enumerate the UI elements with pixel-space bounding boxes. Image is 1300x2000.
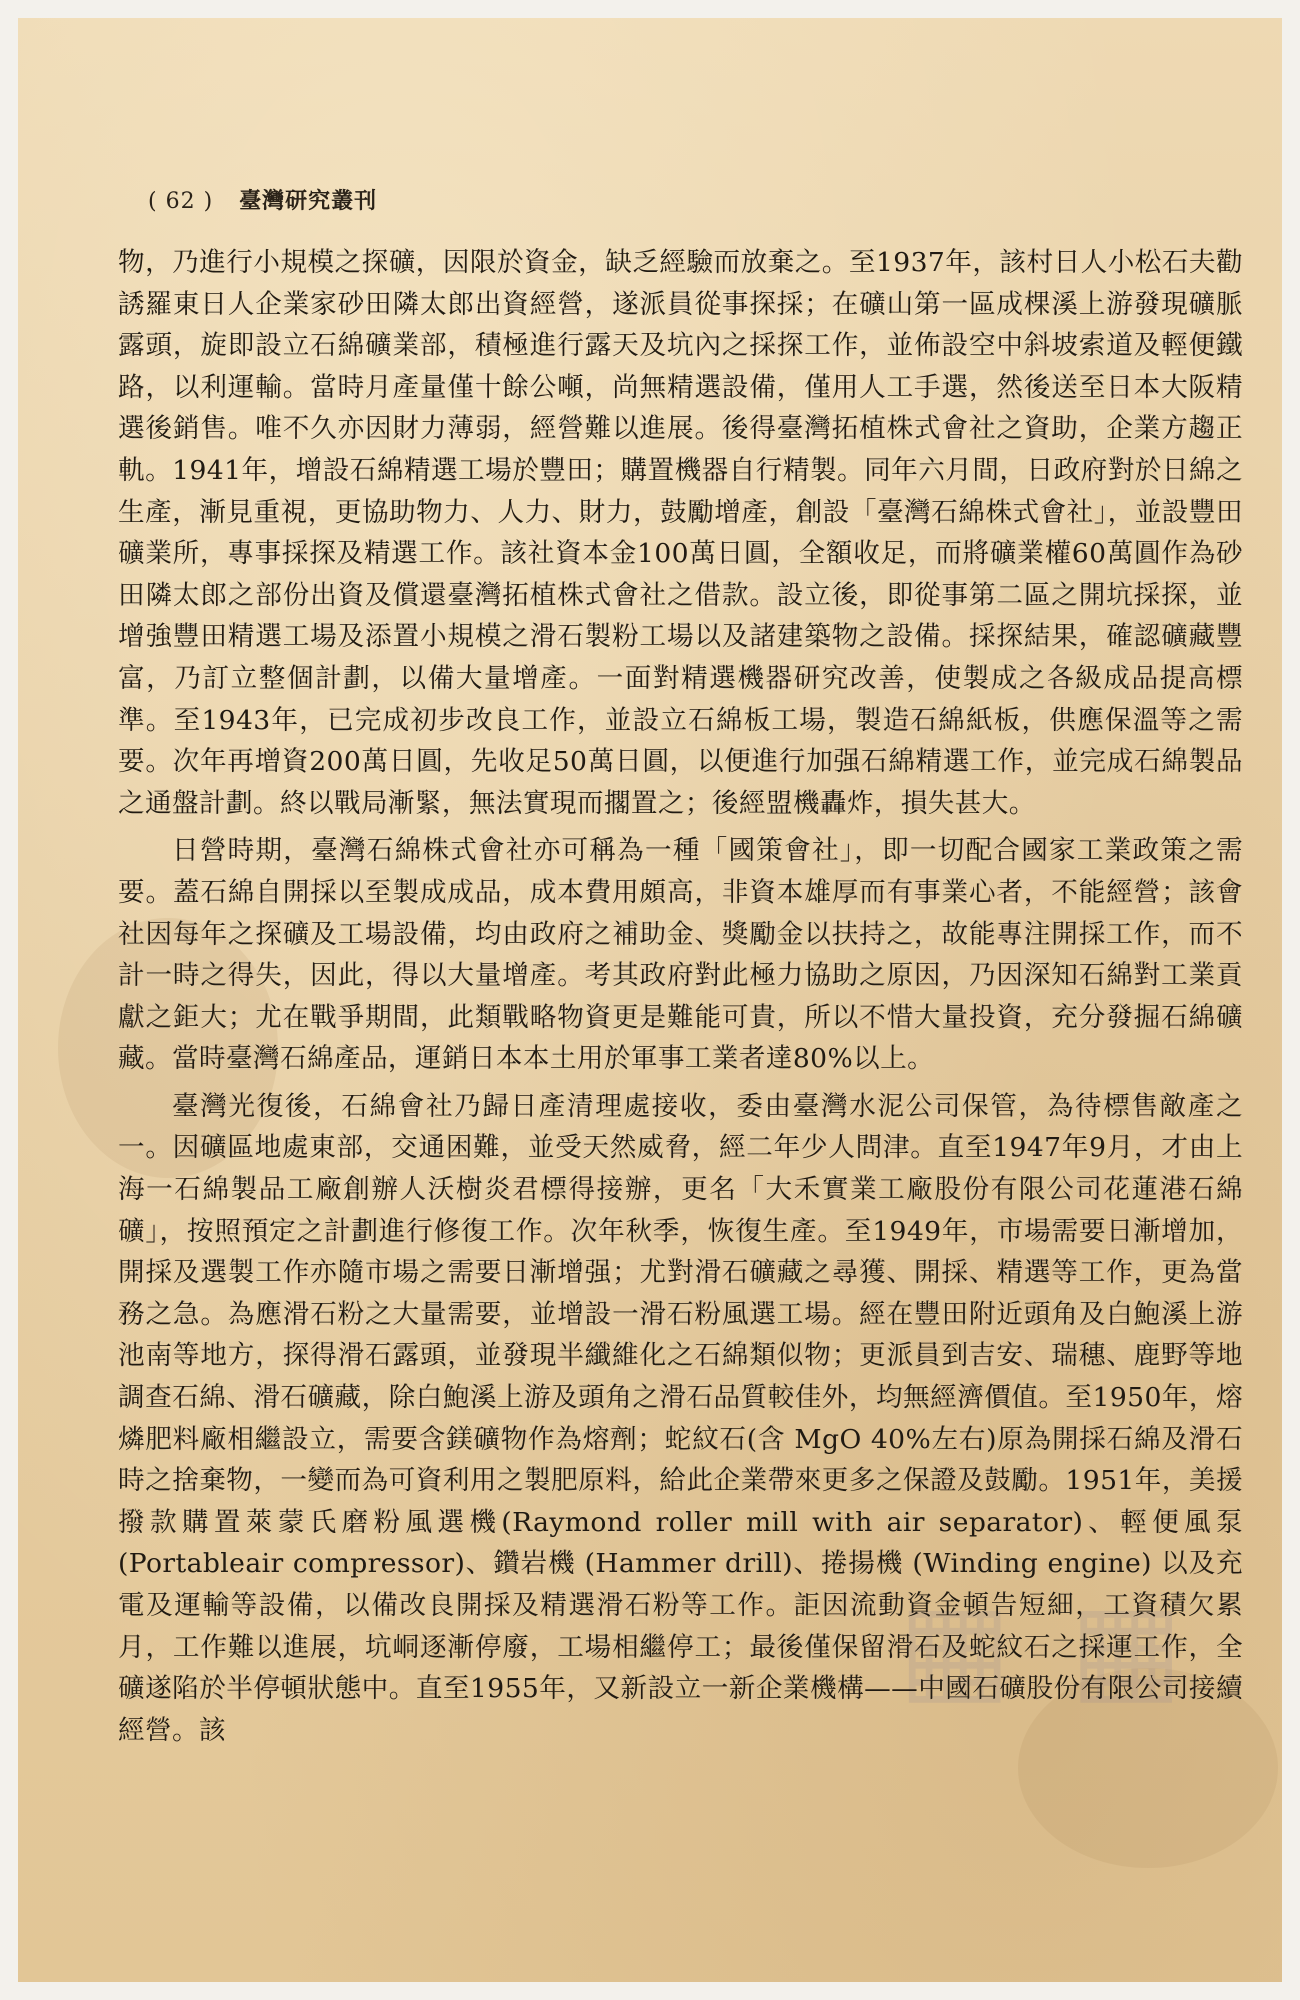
running-header xyxy=(148,184,377,215)
paragraph: 臺灣光復後，石綿會社乃歸日產清理處接收，委由臺灣水泥公司保管，為待標售敵產之一。因礦區地處東部，交通困難，並受天然威脅，經二年少人問津。直至1947年9月，才由上海一石綿製品工廠創辦人沃樹炎君標得接辦，更名「大禾實業工廠股份有限公司花蓮港石綿礦」，按照預定之計劃進行修復工作。次年秋季，恢復生產。至1949年，市場需要日漸增加，開採及選製工作亦隨市場之需要日漸增强；尤對滑石礦藏之尋獲、開採、精選等工作，更為當務之急。為應滑石粉之大量需要，並增設一滑石粉風選工場。經在豐田附近頭角及白鮑溪上游池南等地方，探得滑石露頭，並發現半纖維化之石綿類似物；更派員到吉安、瑞穗、鹿野等地調查石綿、滑石礦藏，除白鮑溪上游及頭角之滑石品質較佳外，均無經濟價值。至1950年，熔燐肥料廠相繼設立，需要含鎂礦物作為熔劑；蛇紋石(含 MgO 40%左右)原為開採石綿及滑石時之捨棄物，一變而為可資利用之製肥原料，給此企業帶來更多之保證及鼓勵。1951年，美援撥款購置萊蒙氏磨粉風選機(Raymond roller mill with air separator)、輕便風泵(Portableair compressor)、鑽岩機 (Hammer drill)、捲揚機 (Winding engine) 以及充電及運輸等設備，以備改良開採及精選滑石粉等工作。詎因流動資金頓告短細，工資積欠累月，工作難以進展，坑峒逐漸停廢，工場相繼停工；最後僅保留滑石及蛇紋石之採運工作，全礦遂陷於半停頓狀態中。直至1955年，又新設立一新企業機構——中國石礦股份有限公司接續經營。該 xyxy=(118,1090,1243,1746)
paragraph: 日營時期，臺灣石綿株式會社亦可稱為一種「國策會社」，即一切配合國家工業政策之需要。蓋石綿自開採以至製成成品，成本費用頗高，非資本雄厚而有事業心者，不能經營；該會社因每年之探礦及工場設備，均由政府之補助金、獎勵金以扶持之，故能專注開採工作，而不計一時之得失，因此，得以大量增產。考其政府對此極力協助之原因，乃因深知石綿對工業貢獻之鉅大；尤在戰爭期間，此類戰略物資更是難能可貴，所以不惜大量投資，充分發掘石綿礦藏。當時臺灣石綿產品，運銷日本本土用於軍事工業者達80%以上。 xyxy=(118,835,1243,1075)
watermark-stamp: ▦ ▦ xyxy=(898,1578,1193,1717)
page-number: ( 62 ) xyxy=(148,189,214,214)
journal-title: 臺灣研究叢刊 xyxy=(239,188,378,214)
body-text xyxy=(118,242,1243,1757)
paragraph: 物，乃進行小規模之探礦，因限於資金，缺乏經驗而放棄之。至1937年，該村日人小松石夫勸誘羅東日人企業家砂田隣太郎出資經營，遂派員從事探採；在礦山第一區成棵溪上游發現礦脈露頭，旋即設立石綿礦業部，積極進行露天及坑內之採探工作，並佈設空中斜坡索道及輕便鐵路，以利運輸。當時月產量僅十餘公噸，尚無精選設備，僅用人工手選，然後送至日本大阪精選後銷售。唯不久亦因財力薄弱，經營難以進展。後得臺灣拓植株式會社之資助，企業方趨正軌。1941年，增設石綿精選工場於豐田；購置機器自行精製。同年六月間，日政府對於日綿之生產，漸見重視，更協助物力、人力、財力，鼓勵增產，創設「臺灣石綿株式會社」，並設豐田礦業所，專事採探及精選工作。該社資本金100萬日圓，全額收足，而將礦業權60萬圓作為砂田隣太郎之部份出資及償還臺灣拓植株式會社之借款。設立後，即從事第二區之開坑採探，並增強豐田精選工場及添置小規模之滑石製粉工場以及諸建築物之設備。採探結果，確認礦藏豐富，乃訂立整個計劃，以備大量增產。一面對精選機器研究改善，使製成之各級成品提高標準。至1943年，已完成初步改良工作，並設立石綿板工場，製造石綿紙板，供應保溫等之需要。次年再增資200萬日圓，先收足50萬日圓，以便進行加强石綿精選工作，並完成石綿製品之通盤計劃。終以戰局漸緊，無法實現而擱置之；後經盟機轟炸，損失甚大。 xyxy=(118,247,1243,819)
